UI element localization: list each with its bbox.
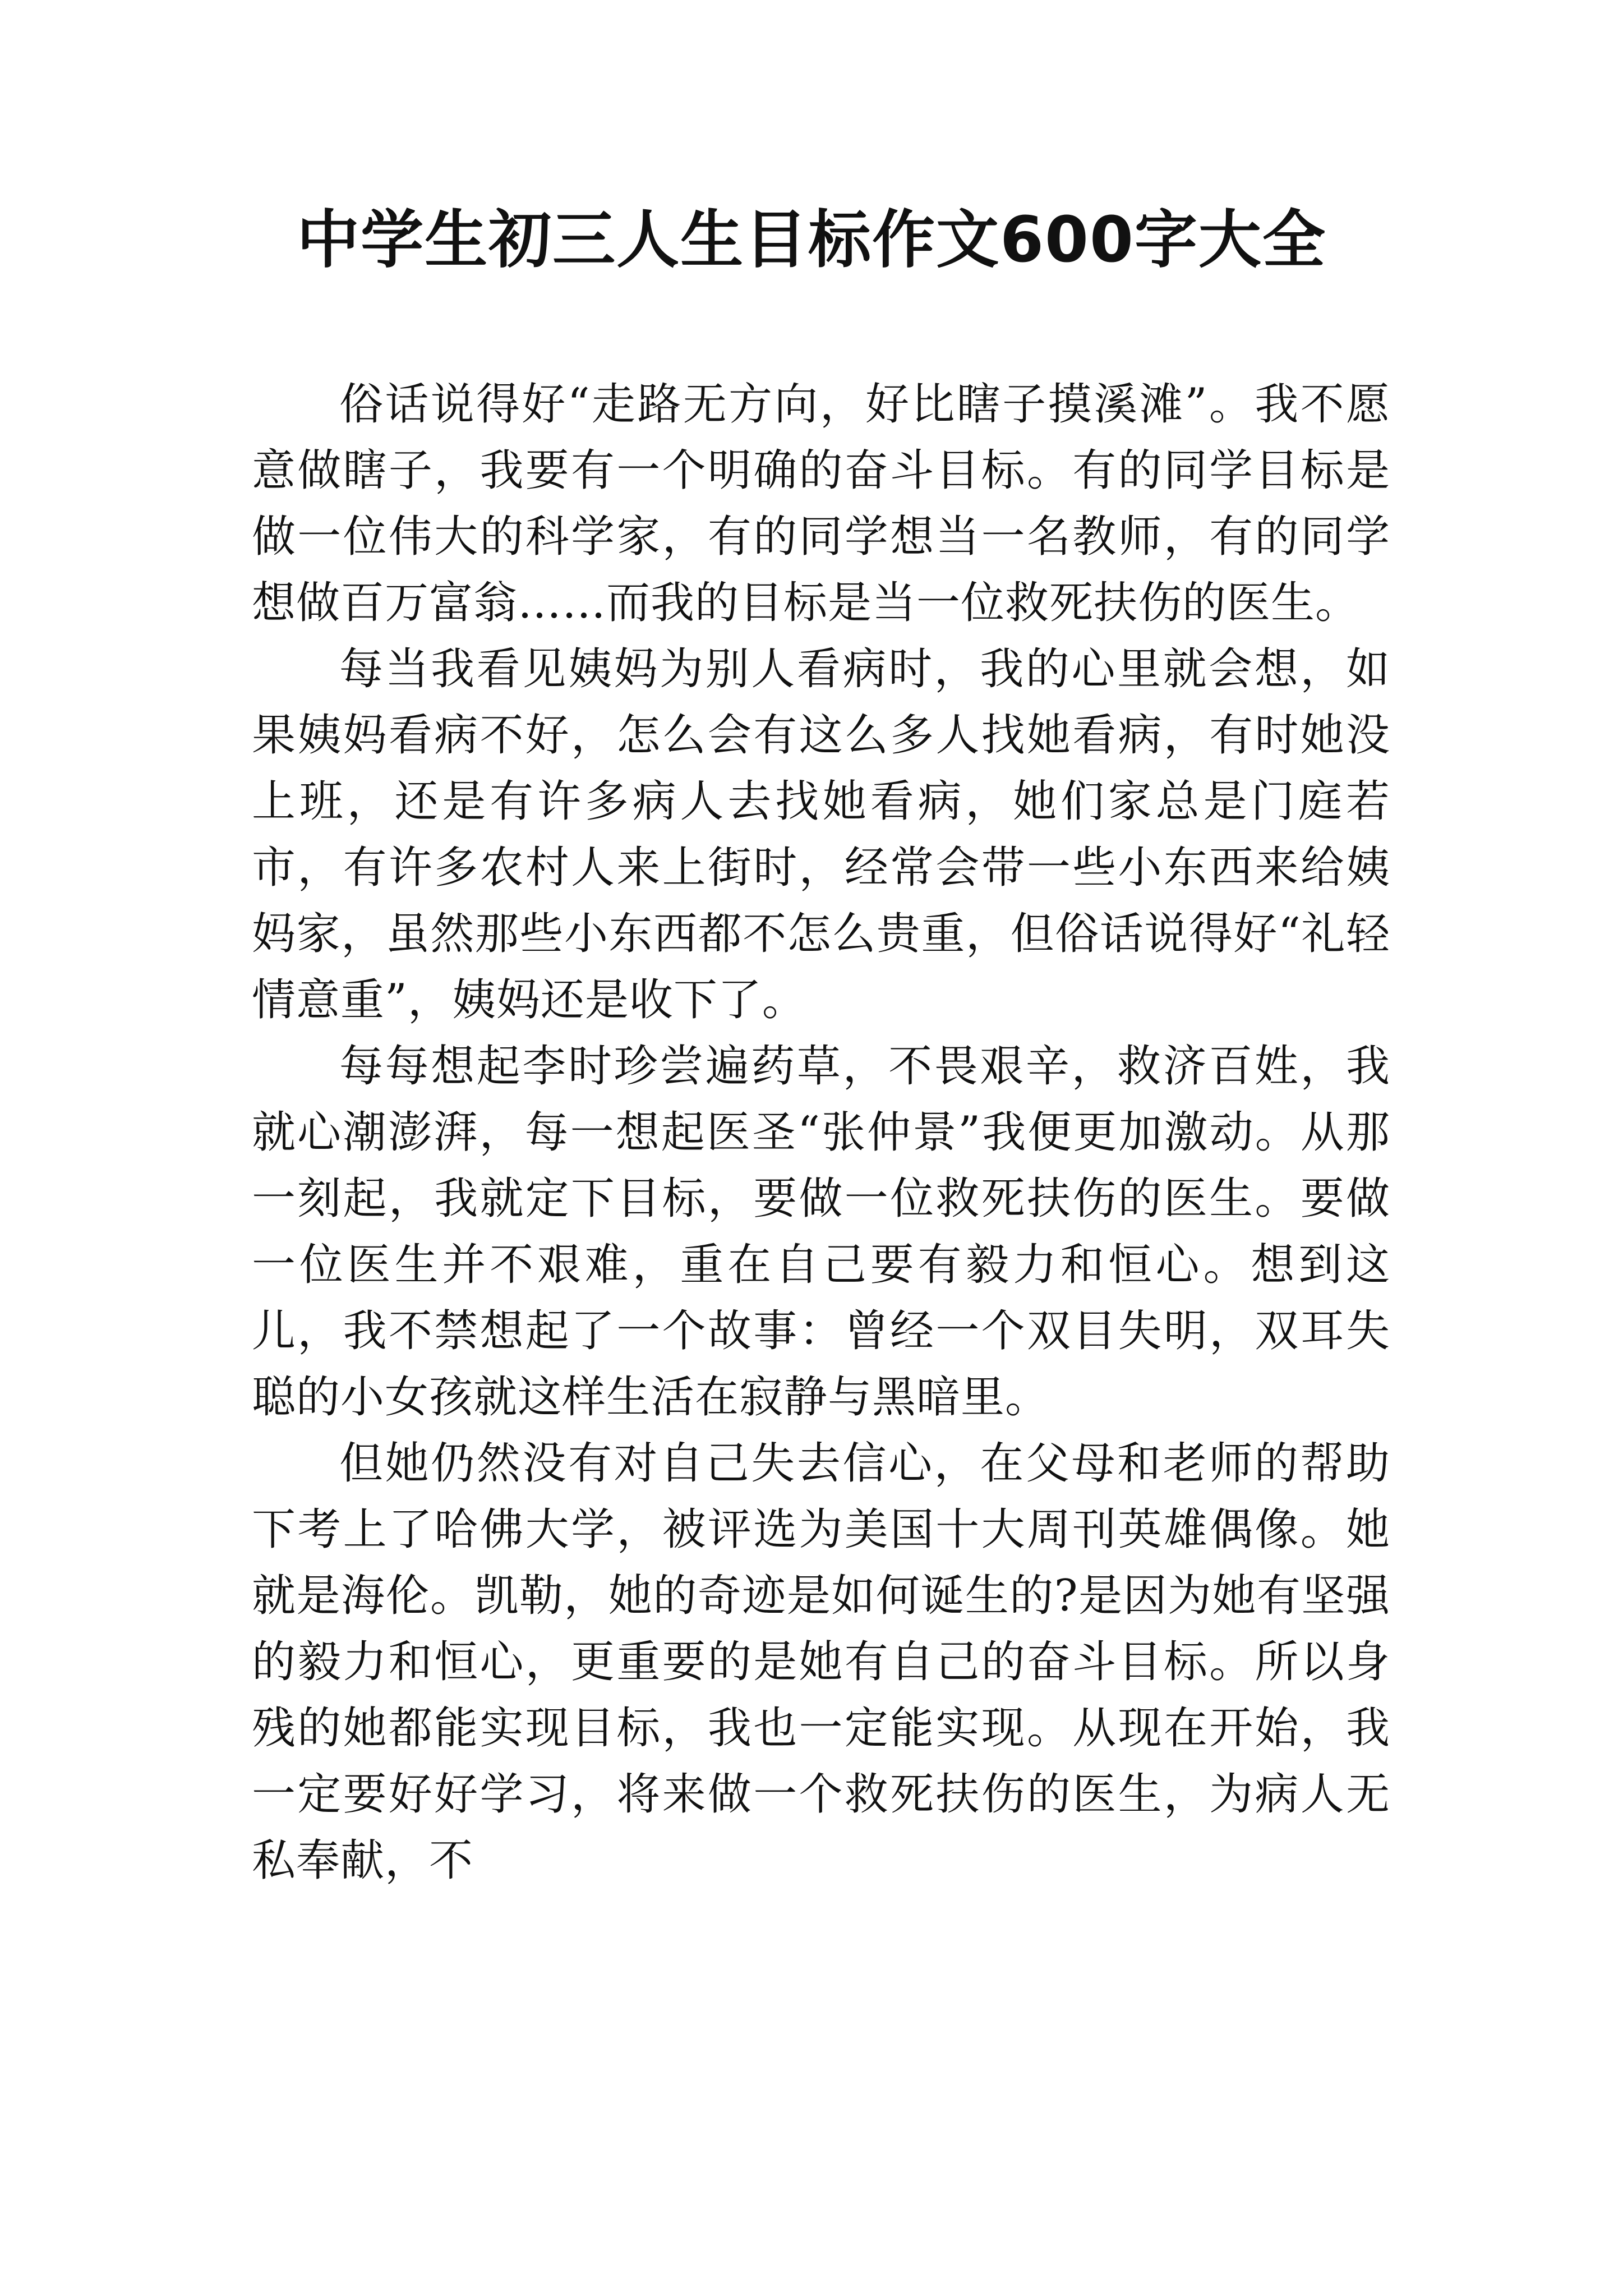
paragraph-3: 每每想起李时珍尝遍药草，不畏艰辛，救济百姓，我就心潮澎湃，每一想起医圣“张仲景”我便更加激动。从那一刻起，我就定下目标，要做一位救死扶伤的医生。要做一位医生并不艰难，重在自己要有毅力和恒心。想到这儿，我不禁想起了一个故事：曾经一个双目失明，双耳失聪的小女孩就这样生活在寂静与黑暗里。	[252, 1041, 1390, 1423]
document-body	[252, 371, 1390, 1894]
paragraph-2: 每当我看见姨妈为别人看病时，我的心里就会想，如果姨妈看病不好，怎么会有这么多人找她看病，有时她没上班，还是有许多病人去找她看病，她们家总是门庭若市，有许多农村人来上街时，经常会带一些小东西来给姨妈家，虽然那些小东西都不怎么贵重，但俗话说得好“礼轻情意重”，姨妈还是收下了。	[252, 644, 1390, 1025]
document-title: 中学生初三人生目标作文600字大全	[297, 204, 1326, 277]
paragraph-4: 但她仍然没有对自己失去信心，在父母和老师的帮助下考上了哈佛大学，被评选为美国十大周刊英雄偶像。她就是海伦。凯勒，她的奇迹是如何诞生的?是因为她有坚强的毅力和恒心，更重要的是她有自己的奋斗目标。所以身残的她都能实现目标，我也一定能实现。从现在开始，我一定要好好学习，将来做一个救死扶伤的医生，为病人无私奉献，不	[252, 1438, 1390, 1886]
paragraph-1: 俗话说得好“走路无方向，好比瞎子摸溪滩”。我不愿意做瞎子，我要有一个明确的奋斗目标。有的同学目标是做一位伟大的科学家，有的同学想当一名教师，有的同学想做百万富翁……而我的目标是当一位救死扶伤的医生。	[252, 379, 1390, 628]
